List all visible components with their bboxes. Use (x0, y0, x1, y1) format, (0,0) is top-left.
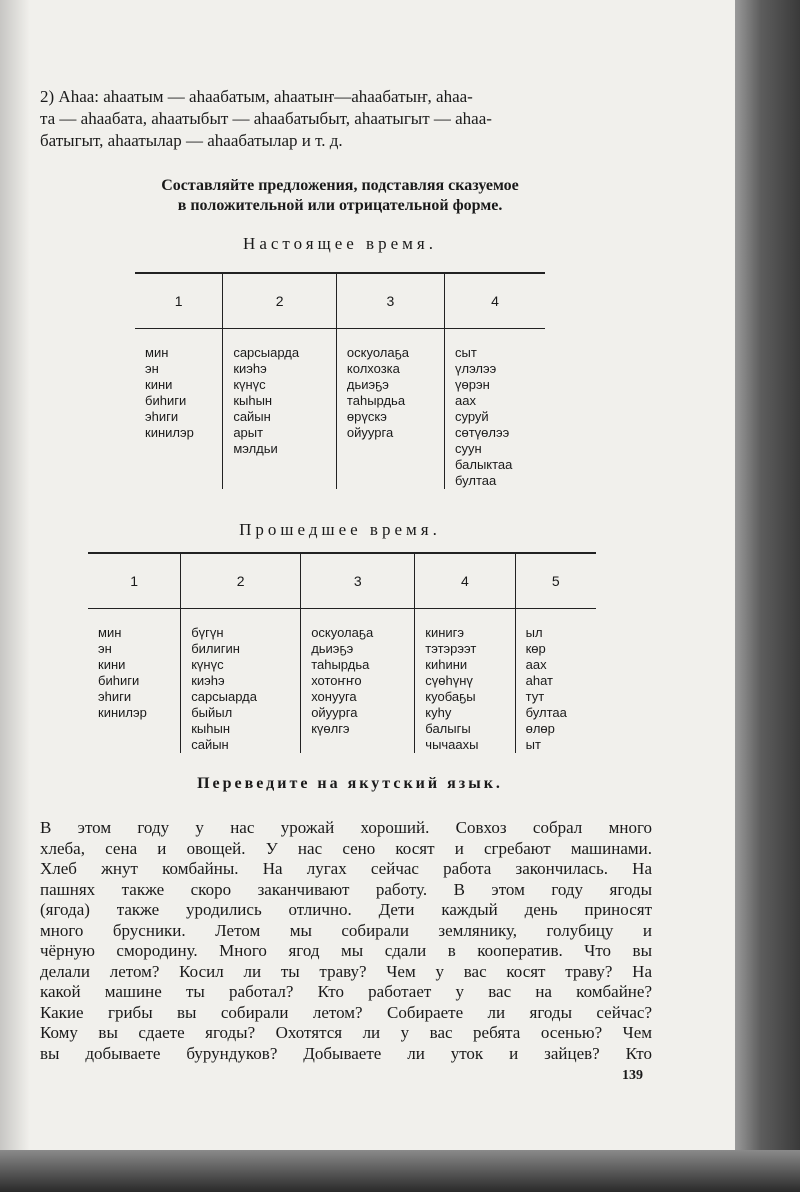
column-header: 5 (515, 553, 596, 609)
cell-word: сайын (191, 737, 229, 752)
cell-word: үлэлээ (454, 361, 497, 376)
cell-word: суруй (454, 409, 489, 424)
intro-paragraph (40, 86, 645, 152)
cell-word: оскуолаҕа (311, 625, 374, 640)
cell-word: хотоҥҥо (311, 673, 362, 688)
cell-word: күөлгэ (311, 721, 350, 736)
cell-word: куобаҕы (425, 689, 476, 704)
cell-word: оскуолаҕа (346, 345, 409, 360)
cell-word: мин (145, 345, 169, 360)
translate-paragraph (40, 818, 652, 1064)
column-header: 2 (181, 553, 301, 609)
cell-word: билигин (191, 641, 240, 656)
cell-word: хонууга (311, 689, 357, 704)
cell-word: бүгүн (191, 625, 224, 640)
cell-word: үөрэн (454, 377, 490, 392)
cell-word: көр (525, 641, 546, 656)
page-left-edge (0, 0, 30, 1150)
cell-word: кини (98, 657, 126, 672)
translate-title: Переведите на якутский язык. (197, 775, 503, 792)
cell-word: сөтүөлээ (454, 425, 510, 440)
cell-word: аах (454, 393, 476, 408)
cell-word: кинилэр (145, 425, 194, 440)
table-cell (336, 329, 444, 490)
table-cell (88, 609, 181, 754)
text-line: Хлеб жнут комбайны. На лугах сейчас работа закончилась. На (40, 859, 652, 878)
table-header-row (135, 273, 545, 329)
table-cell (515, 609, 596, 754)
text-line: хлеба, сена и овощей. У нас сено косят и сгребают машинами. (40, 838, 652, 858)
cell-word: чычаахы (425, 737, 479, 752)
cell-word: дьиэҕэ (346, 377, 389, 392)
cell-word: биһиги (98, 673, 140, 688)
cell-word: бултаа (525, 705, 567, 720)
scan-shadow-bottom (0, 1150, 800, 1192)
table-row (88, 609, 596, 754)
text-line: пашнях также скоро заканчивают работу. В этом году ягоды (40, 879, 652, 899)
column-header: 3 (301, 553, 415, 609)
cell-word: кыһын (191, 721, 231, 736)
cell-word: сайын (233, 409, 271, 424)
exercise-instruction (60, 176, 620, 216)
cell-word: ойуурга (346, 425, 394, 440)
cell-word: киэһэ (233, 361, 267, 376)
cell-word: кини (145, 377, 173, 392)
cell-word: таһырдьа (311, 657, 370, 672)
past-tense-table (88, 552, 596, 753)
cell-word: таһырдьа (346, 393, 406, 408)
cell-word: бултаа (454, 473, 497, 488)
cell-word: куһу (425, 705, 452, 720)
table-cell (444, 329, 545, 490)
cell-word: балыктаа (454, 457, 513, 472)
cell-word: ыл (525, 625, 543, 640)
intro-line: та — аһаабата, аһаатыбыт — аһаабатыбыт, аһаатыгыт — аһаа- (40, 109, 492, 128)
cell-word: сарсыарда (233, 345, 300, 360)
cell-word: күнүс (233, 377, 266, 392)
cell-word: колхозка (346, 361, 400, 376)
text-line: (ягода) также уродились отлично. Дети каждый день приносят (40, 900, 652, 919)
present-tense-title: Настоящее время. (243, 234, 437, 253)
intro-line: батыгыт, аһаатылар — аһаабатылар и т. д. (40, 131, 343, 150)
column-header: 4 (415, 553, 515, 609)
present-tense-table (135, 272, 545, 489)
text-line: делали летом? Косил ли ты траву? Чем у вас косят траву? На (40, 961, 652, 981)
cell-word: кинилэр (98, 705, 147, 720)
page-number: 139 (622, 1068, 643, 1083)
column-header: 1 (88, 553, 181, 609)
column-header: 3 (336, 273, 444, 329)
cell-word: эһиги (98, 689, 132, 704)
text-line: В этом году у нас урожай хороший. Совхоз собрал много (40, 818, 652, 837)
cell-word: киһини (425, 657, 468, 672)
cell-word: арыт (233, 425, 264, 440)
instruction-line: Составляйте предложения, подставляя сказуемое (161, 177, 519, 194)
cell-word: мин (98, 625, 122, 640)
table-header-row (88, 553, 596, 609)
cell-word: сарсыарда (191, 689, 257, 704)
scan-shadow-right (735, 0, 800, 1192)
text-line: Какие грибы вы собирали летом? Собираете ли ягоды сейчас? (40, 1002, 652, 1022)
cell-word: дьиэҕэ (311, 641, 354, 656)
instruction-line: в положительной или отрицательной форме. (177, 197, 503, 214)
cell-word: ойуурга (311, 705, 358, 720)
table-cell (301, 609, 415, 754)
table-cell (223, 329, 337, 490)
table-cell (415, 609, 515, 754)
cell-word: ыт (525, 737, 541, 752)
text-line: вы добываете бурундуков? Добываете ли уток и зайцев? Кто (40, 1043, 652, 1063)
column-header: 2 (223, 273, 337, 329)
cell-word: күнүс (191, 657, 224, 672)
cell-word: өлөр (525, 721, 555, 736)
table-cell (181, 609, 301, 754)
cell-word: аһат (525, 673, 553, 688)
cell-word: эһиги (145, 409, 179, 424)
cell-word: кыһын (233, 393, 273, 408)
column-header: 1 (135, 273, 223, 329)
cell-word: эн (98, 641, 112, 656)
cell-word: биһиги (145, 393, 187, 408)
table-cell (135, 329, 223, 490)
text-line: много брусники. Летом мы собирали землянику, голубицу и (40, 920, 652, 940)
text-line: Кому вы сдаете ягоды? Охотятся ли у вас ребята осенью? Чем (40, 1023, 652, 1042)
cell-word: быйыл (191, 705, 233, 720)
text-line: какой машине ты работал? Кто работает у вас на комбайне? (40, 982, 652, 1001)
cell-word: өрүскэ (346, 409, 387, 424)
cell-word: сүөһүнү (425, 673, 473, 688)
intro-line: 2) Аһаа: аһаатым — аһаабатым, аһаатыҥ—аһаабатыҥ, аһаа- (40, 87, 473, 106)
cell-word: киэһэ (191, 673, 225, 688)
cell-word: балыгы (425, 721, 471, 736)
cell-word: эн (145, 361, 159, 376)
cell-word: кинигэ (425, 625, 465, 640)
past-tense-title: Прошедшее время. (239, 520, 441, 539)
cell-word: тэтэрээт (425, 641, 477, 656)
cell-word: аах (525, 657, 547, 672)
column-header: 4 (444, 273, 545, 329)
cell-word: тут (525, 689, 545, 704)
cell-word: мэлдьи (233, 441, 278, 456)
cell-word: сыт (454, 345, 477, 360)
cell-word: суун (454, 441, 482, 456)
table-row (135, 329, 545, 490)
text-line: чёрную смородину. Много ягод мы сдали в кооператив. Что вы (40, 941, 652, 960)
